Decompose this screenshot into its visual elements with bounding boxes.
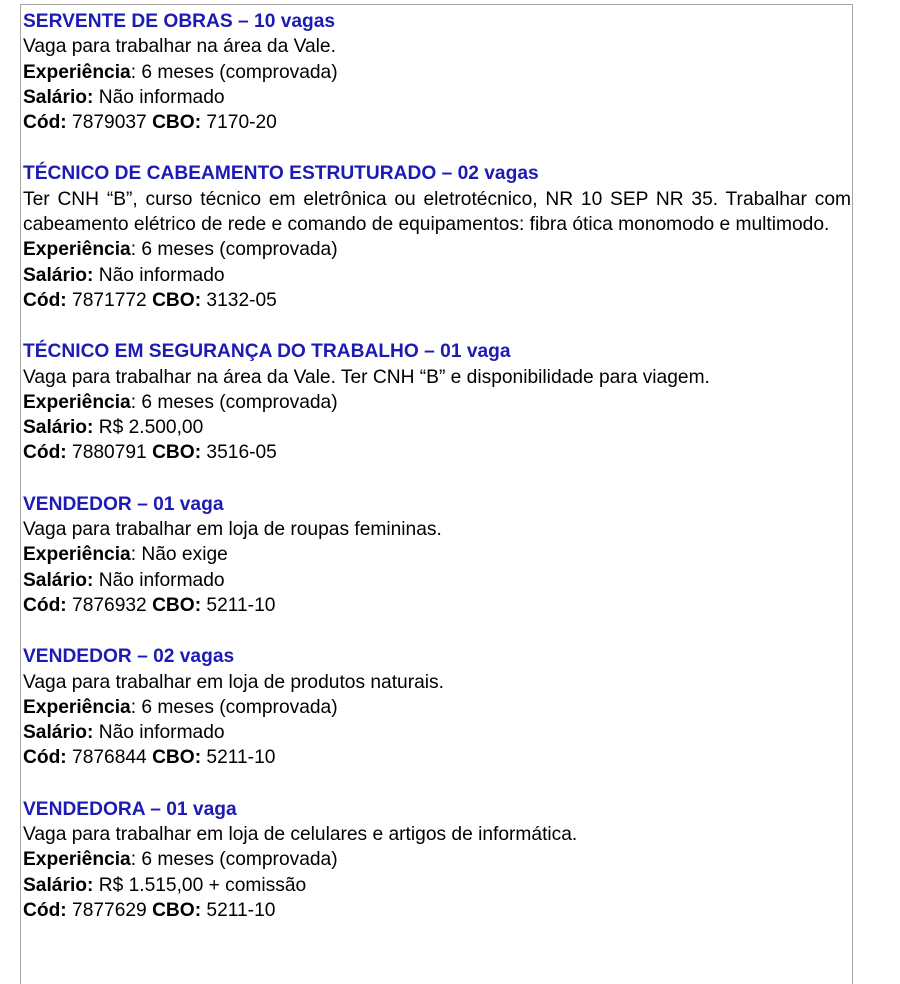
job-listing [23,644,851,770]
code-value: 7876844 [66,747,153,769]
salary-value: R$ 1.515,00 + comissão [93,874,307,896]
salary-value: Não informado [93,569,225,591]
code-line [23,745,851,770]
salary-label: Salário: [23,569,94,591]
experience-label: Experiência [23,696,131,718]
code-line [23,593,851,618]
code-value: 7876932 [66,594,153,616]
code-line [23,288,851,313]
cbo-value: 5211-10 [201,899,276,921]
job-description: Ter CNH “B”, curso técnico em eletrônica ou eletrotécnico, NR 10 SEP NR 35. Trabalhar com cabeamento elétrico de rede e comando de equipamentos: fibra ótica monomodo e multimodo. [23,188,851,236]
salary-label: Salário: [23,264,94,286]
cbo-value: 5211-10 [201,594,276,616]
experience-line [23,542,851,567]
experience-line [23,60,851,85]
salary-label: Salário: [23,874,94,896]
experience-label: Experiência [23,391,131,413]
code-line [23,440,851,465]
experience-line [23,847,851,872]
job-listing [23,797,851,923]
cbo-value: 5211-10 [201,747,276,769]
cbo-label: CBO: [152,899,202,921]
salary-line [23,263,851,288]
job-description: Vaga para trabalhar na área da Vale. Ter CNH “B” e disponibilidade para viagem. [23,366,710,388]
experience-label: Experiência [23,61,131,83]
experience-line [23,695,851,720]
salary-value: Não informado [93,722,225,744]
salary-label: Salário: [23,722,94,744]
cbo-label: CBO: [152,594,202,616]
experience-label: Experiência [23,239,131,261]
code-line [23,110,851,135]
code-label: Cód: [23,899,67,921]
experience-value: : 6 meses (comprovada) [130,696,338,718]
salary-value: Não informado [93,264,225,286]
job-listing [23,339,851,465]
job-title: VENDEDOR – 01 vaga [23,493,224,515]
salary-line [23,568,851,593]
experience-line [23,237,851,262]
job-listings [23,9,851,949]
job-title: TÉCNICO DE CABEAMENTO ESTRUTURADO – 02 vagas [23,163,539,185]
cbo-value: 7170-20 [201,112,277,134]
code-label: Cód: [23,289,67,311]
cbo-label: CBO: [152,442,202,464]
salary-label: Salário: [23,86,94,108]
job-description: Vaga para trabalhar em loja de produtos naturais. [23,671,444,693]
cbo-label: CBO: [152,747,202,769]
salary-line [23,415,851,440]
cbo-label: CBO: [152,289,202,311]
salary-line [23,720,851,745]
job-description: Vaga para trabalhar em loja de celulares e artigos de informática. [23,824,578,846]
salary-label: Salário: [23,417,94,439]
job-title: VENDEDORA – 01 vaga [23,798,237,820]
code-value: 7879037 [66,112,153,134]
code-label: Cód: [23,747,67,769]
experience-value: : 6 meses (comprovada) [130,849,338,871]
job-description: Vaga para trabalhar na área da Vale. [23,36,336,58]
code-label: Cód: [23,112,67,134]
salary-value: Não informado [93,86,225,108]
experience-line [23,390,851,415]
experience-value: : 6 meses (comprovada) [130,391,338,413]
job-title: SERVENTE DE OBRAS – 10 vagas [23,11,336,32]
code-label: Cód: [23,594,67,616]
code-value: 7871772 [66,289,153,311]
experience-value: : 6 meses (comprovada) [130,61,338,83]
experience-value: : 6 meses (comprovada) [130,239,338,261]
salary-line [23,873,851,898]
code-label: Cód: [23,442,67,464]
code-line [23,898,851,923]
job-description: Vaga para trabalhar em loja de roupas femininas. [23,519,442,541]
cbo-value: 3516-05 [201,442,277,464]
job-title: TÉCNICO EM SEGURANÇA DO TRABALHO – 01 vaga [23,341,511,363]
salary-line [23,85,851,110]
experience-value: : Não exige [130,544,228,566]
job-listing [23,492,851,618]
job-listing [23,161,851,313]
code-value: 7880791 [66,442,153,464]
job-listing [23,9,851,135]
code-value: 7877629 [66,899,153,921]
cbo-value: 3132-05 [201,289,277,311]
experience-label: Experiência [23,544,131,566]
job-title: VENDEDOR – 02 vagas [23,646,235,668]
experience-label: Experiência [23,849,131,871]
salary-value: R$ 2.500,00 [93,417,204,439]
cbo-label: CBO: [152,112,202,134]
